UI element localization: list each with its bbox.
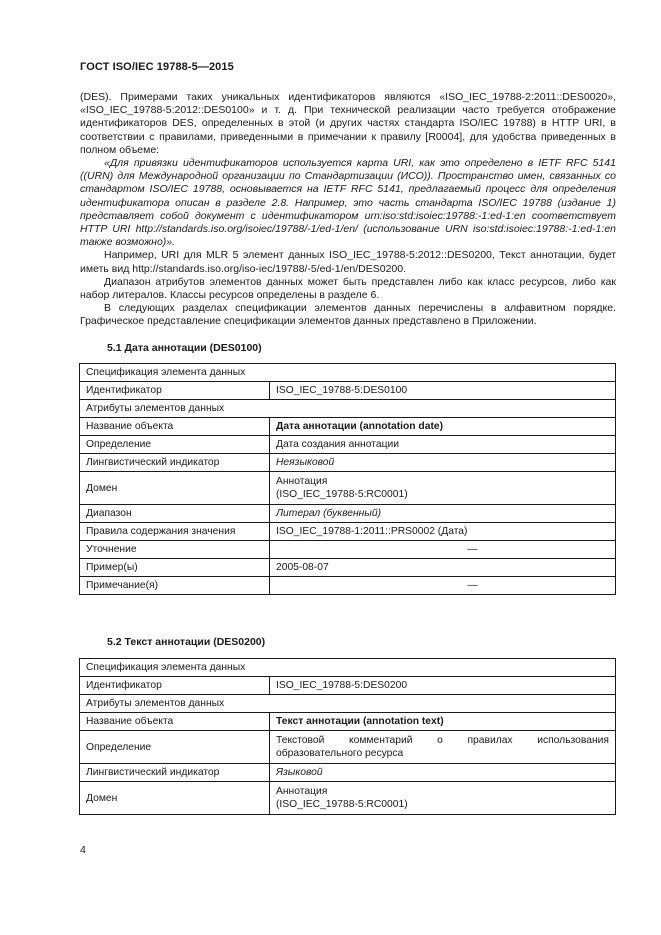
row-value: Языковой — [270, 764, 616, 782]
paragraph-order: В следующих разделах спецификации элементов данных перечислены в алфавитном порядке. Графическое представление спецификации элементов данных представлено в Приложении. — [80, 302, 616, 328]
attr-header-cell: Атрибуты элементов данных — [80, 400, 616, 418]
document-header: ГОСТ ISO/IEC 19788-5—2015 — [80, 61, 234, 73]
table-row — [80, 764, 616, 782]
row-label: Уточнение — [80, 541, 270, 559]
row-value — [270, 472, 616, 505]
row-value — [270, 577, 616, 595]
table-row — [80, 436, 616, 454]
spec-header-cell: Спецификация элемента данных — [80, 364, 616, 382]
table-row — [80, 559, 616, 577]
domain-line-2: (ISO_IEC_19788-5:RC0001) — [276, 799, 408, 810]
section-title-des0100: 5.1 Дата аннотации (DES0100) — [107, 342, 262, 354]
row-label: Определение — [80, 731, 270, 764]
row-value: ISO_IEC_19788-1:2011::PRS0002 (Дата) — [270, 523, 616, 541]
domain-line-1: Аннотация — [276, 786, 328, 797]
spec-header-cell: Спецификация элемента данных — [80, 659, 616, 677]
attr-header-cell: Атрибуты элементов данных — [80, 695, 616, 713]
row-label: Идентификатор — [80, 382, 270, 400]
row-value — [270, 782, 616, 815]
table-row — [80, 523, 616, 541]
table-row — [80, 364, 616, 382]
table-row — [80, 454, 616, 472]
row-value: Литерал (буквенный) — [270, 505, 616, 523]
dash-value: — — [467, 580, 478, 591]
table-row — [80, 577, 616, 595]
row-value: Текст аннотации (annotation text) — [270, 713, 616, 731]
page-number: 4 — [80, 844, 86, 856]
table-row — [80, 731, 616, 764]
row-label: Пример(ы) — [80, 559, 270, 577]
row-label: Домен — [80, 472, 270, 505]
row-value: Неязыковой — [270, 454, 616, 472]
row-value: 2005-08-07 — [270, 559, 616, 577]
paragraph-intro: (DES). Примерами таких уникальных идентификаторов являются «ISO_IEC_19788-2:2011::DES0020», «ISO_IEC_19788-5:2012::DES0100» и т. д. При технической реализации часто требуется отображение идентификаторов DES, определенных в этой (и других частях стандарта ISO/IEC 19788) в HTTP URI, в соответствии с правилами, приведенными в примечании к правилу [R0004], для удобства приведенных в полном объеме: — [80, 91, 616, 156]
table-row — [80, 400, 616, 418]
domain-line-1: Аннотация — [276, 476, 328, 487]
row-value: Дата аннотации (annotation date) — [270, 418, 616, 436]
table-row — [80, 695, 616, 713]
body-text — [80, 91, 616, 329]
spec-table-des0200 — [79, 658, 616, 815]
table-row — [80, 418, 616, 436]
paragraph-uri-example: Например, URI для MLR 5 элемент данных ISO_IEC_19788-5:2012::DES0200, Текст аннотации, будет иметь вид http://standards.iso.org/iso-iec/19788/-5/ed-1/en/DES0200. — [80, 249, 616, 275]
row-value: Дата создания аннотации — [270, 436, 616, 454]
paragraph-range: Диапазон атрибутов элементов данных может быть представлен либо как класс ресурсов, либо как набор литералов. Классы ресурсов определены в разделе 6. — [80, 275, 616, 302]
table-row — [80, 677, 616, 695]
row-value: ISO_IEC_19788-5:DES0200 — [270, 677, 616, 695]
section-title-des0200: 5.2 Текст аннотации (DES0200) — [107, 636, 266, 648]
spec-table-des0100 — [79, 363, 616, 595]
table-row — [80, 382, 616, 400]
row-label: Лингвистический индикатор — [80, 764, 270, 782]
dash-value: — — [467, 544, 478, 555]
table-row — [80, 659, 616, 677]
row-value — [270, 541, 616, 559]
table-row — [80, 782, 616, 815]
row-label: Идентификатор — [80, 677, 270, 695]
row-label: Правила содержания значения — [80, 523, 270, 541]
row-label: Название объекта — [80, 418, 270, 436]
row-label: Диапазон — [80, 505, 270, 523]
row-label: Лингвистический индикатор — [80, 454, 270, 472]
row-label: Название объекта — [80, 713, 270, 731]
row-label: Примечание(я) — [80, 577, 270, 595]
table-row — [80, 541, 616, 559]
table-row — [80, 505, 616, 523]
row-value: ISO_IEC_19788-5:DES0100 — [270, 382, 616, 400]
domain-line-2: (ISO_IEC_19788-5:RC0001) — [276, 489, 408, 500]
table-row — [80, 472, 616, 505]
table-row — [80, 713, 616, 731]
row-label: Определение — [80, 436, 270, 454]
paragraph-quote: «Для привязки идентификаторов используется карта URI, как это определено в IETF RFC 5141 ((URN) для Международной организации по Стандартизации (ИСО)). Пространство имен, связанных со стандартом ISO/IEC 19788, основывается на IETF RFC 5141, предлагаемый процесс для определения идентификатора описан в разделе 2.8. Например, это часть стандарта ISO/IEC 19788 (издание 1) представляет собой документ с идентификатором urn:iso:std:isoiec:19788:-1:ed-1:en соответствует HTTP URI http://standards.iso.org/isoiec/19788/-1/ed-1/en/ (использование URN iso:std:isoiec:19788:-1:ed-1:en также возможно)». — [80, 157, 616, 249]
row-value: Текстовой комментарий о правилах использования образовательного ресурса — [270, 731, 616, 764]
row-label: Домен — [80, 782, 270, 815]
